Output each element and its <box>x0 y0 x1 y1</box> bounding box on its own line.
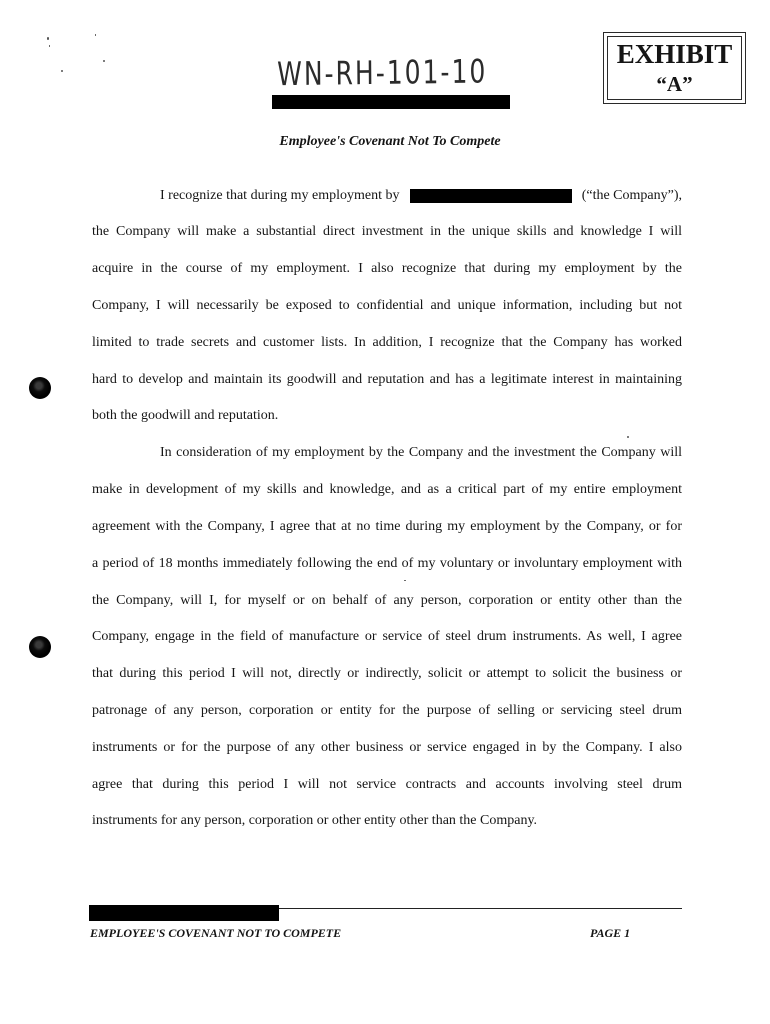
hole-punch-mark <box>29 636 51 658</box>
paragraph-line: In consideration of my employment by the Company and the investment the Company will <box>160 445 682 461</box>
paragraph-line: instruments for any person, corporation or other entity other than the Company. <box>92 813 538 829</box>
exhibit-letter: “A” <box>656 72 693 96</box>
paragraph-line: limited to trade secrets and customer lists. In addition, I recognize that the Company has worked <box>92 334 682 350</box>
hole-punch-mark <box>29 377 51 399</box>
scan-speck <box>61 70 63 72</box>
scan-speck <box>47 37 49 40</box>
handwritten-reference-number: WN-RH-101-10 <box>276 52 488 94</box>
exhibit-label: EXHIBIT <box>616 39 733 69</box>
scan-speck <box>103 60 105 62</box>
redaction-bar <box>410 189 572 203</box>
paragraph-line <box>92 178 682 215</box>
paragraph-line: the Company will make a substantial direct investment in the unique skills and knowledge I will <box>92 224 682 240</box>
paragraph-line: patronage of any person, corporation or entity for the purpose of selling or servicing steel drum <box>92 702 682 718</box>
paragraph-line: instruments or for the purpose of any other business or service engaged in by the Company. I also <box>92 739 682 755</box>
paragraph-line: a period of 18 months immediately following the end of my voluntary or involuntary employment with <box>92 555 682 571</box>
paragraph-line: that during this period I will not, directly or indirectly, solicit or attempt to solicit the business or <box>92 666 682 682</box>
paragraph-line-text: (“the Company”), <box>581 187 682 203</box>
scan-speck <box>49 45 50 47</box>
redaction-bar <box>272 95 510 109</box>
paragraph-line: acquire in the course of my employment. I also recognize that during my employment by the <box>92 261 682 277</box>
paragraph-line: agreement with the Company, I agree that at no time during my employment by the Company, or for <box>92 518 682 534</box>
redaction-bar <box>89 905 279 921</box>
document-title: Employee's Covenant Not To Compete <box>279 134 501 149</box>
footer-page-number: PAGE 1 <box>590 926 631 940</box>
paragraph-1 <box>92 178 682 436</box>
document-body <box>92 178 682 841</box>
paragraph-line-text: I recognize that during my employment by <box>160 187 400 203</box>
scan-speck <box>95 34 96 36</box>
paragraph-line: make in development of my skills and knowledge, and as a critical part of my entire employment <box>92 482 682 498</box>
footer-document-name: EMPLOYEE'S COVENANT NOT TO COMPETE <box>90 926 342 940</box>
paragraph-line: Company, engage in the field of manufacture or service of steel drum instruments. As well, I agree <box>92 629 682 645</box>
paragraph-line: the Company, will I, for myself or on behalf of any person, corporation or entity other than the <box>92 592 682 608</box>
exhibit-stamp <box>603 32 746 104</box>
paragraph-2 <box>92 435 682 840</box>
paragraph-line: hard to develop and maintain its goodwill and reputation and has a legitimate interest in maintaining <box>92 371 682 387</box>
paragraph-line: Company, I will necessarily be exposed to confidential and unique information, including but not <box>92 298 682 314</box>
paragraph-line: both the goodwill and reputation. <box>92 408 279 424</box>
paragraph-line: agree that during this period I will not service contracts and accounts involving steel drum <box>92 776 682 792</box>
